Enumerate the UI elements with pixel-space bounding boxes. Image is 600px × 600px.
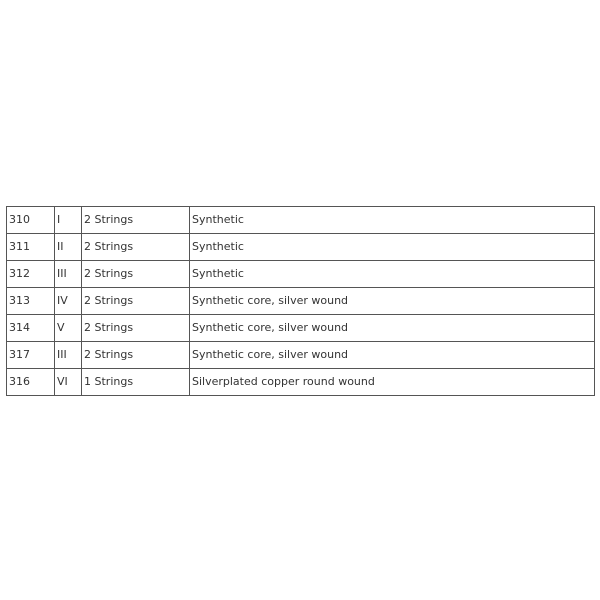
cell-code: 314 <box>7 315 55 342</box>
cell-code: 316 <box>7 369 55 396</box>
cell-count: 2 Strings <box>82 234 190 261</box>
table-row <box>7 369 595 396</box>
cell-material: Silverplated copper round wound <box>190 369 595 396</box>
cell-count: 1 Strings <box>82 369 190 396</box>
cell-material: Synthetic <box>190 207 595 234</box>
cell-material: Synthetic <box>190 261 595 288</box>
cell-code: 317 <box>7 342 55 369</box>
table-row <box>7 207 595 234</box>
cell-material: Synthetic core, silver wound <box>190 342 595 369</box>
cell-code: 312 <box>7 261 55 288</box>
cell-string: III <box>55 342 82 369</box>
cell-string: IV <box>55 288 82 315</box>
strings-table-body <box>7 207 595 396</box>
cell-material: Synthetic core, silver wound <box>190 288 595 315</box>
table-row <box>7 288 595 315</box>
cell-count: 2 Strings <box>82 207 190 234</box>
cell-material: Synthetic core, silver wound <box>190 315 595 342</box>
cell-count: 2 Strings <box>82 288 190 315</box>
cell-string: V <box>55 315 82 342</box>
cell-code: 310 <box>7 207 55 234</box>
cell-count: 2 Strings <box>82 315 190 342</box>
cell-code: 311 <box>7 234 55 261</box>
table-row <box>7 261 595 288</box>
cell-material: Synthetic <box>190 234 595 261</box>
strings-table <box>6 206 595 396</box>
table-row <box>7 234 595 261</box>
cell-string: III <box>55 261 82 288</box>
table-row <box>7 342 595 369</box>
cell-count: 2 Strings <box>82 261 190 288</box>
cell-string: II <box>55 234 82 261</box>
cell-code: 313 <box>7 288 55 315</box>
table-row <box>7 315 595 342</box>
cell-count: 2 Strings <box>82 342 190 369</box>
cell-string: VI <box>55 369 82 396</box>
cell-string: I <box>55 207 82 234</box>
